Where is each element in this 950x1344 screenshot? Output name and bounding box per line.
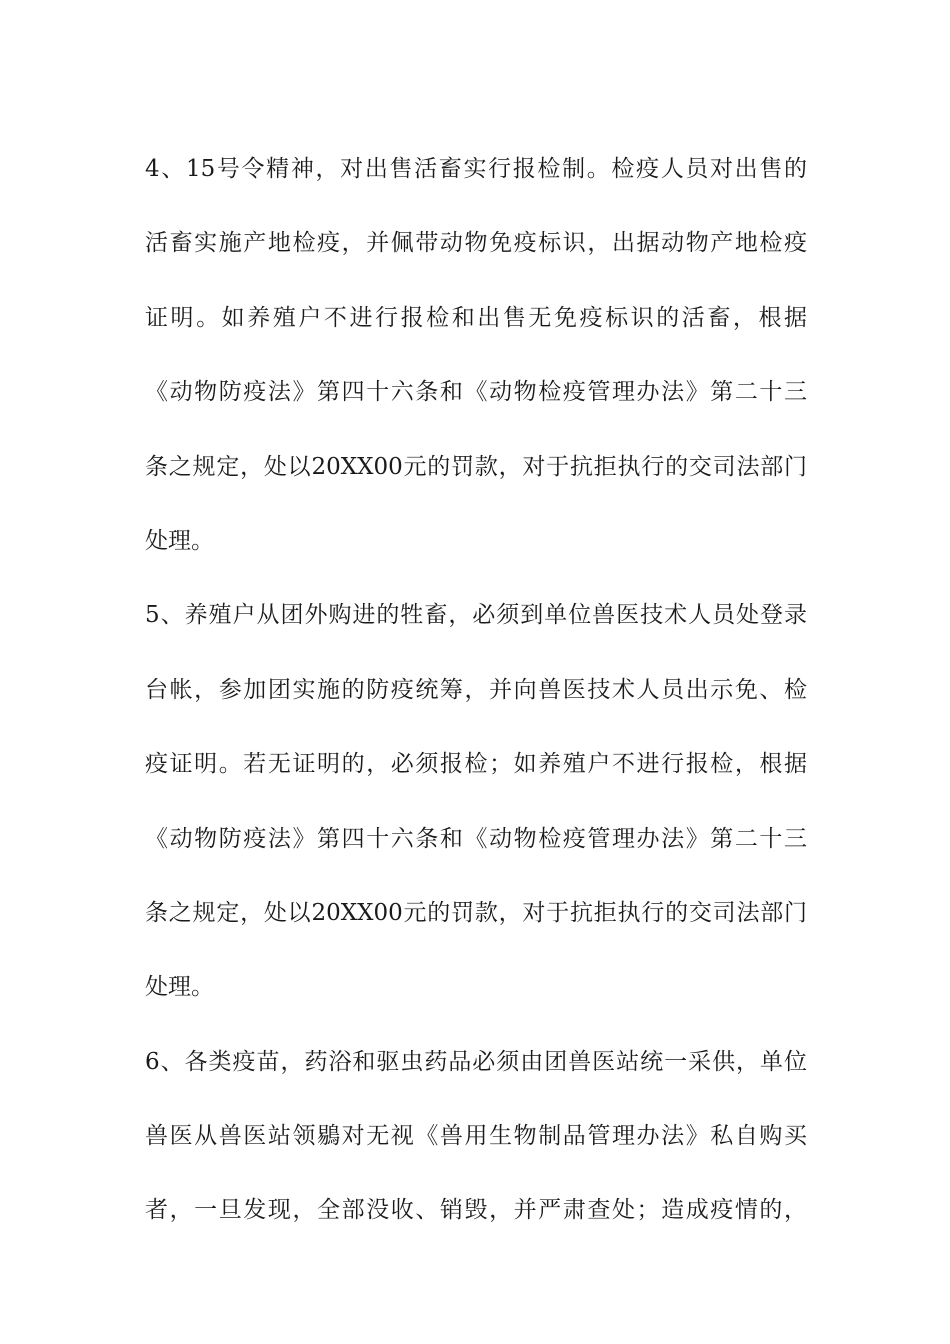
text-line: 活畜实施产地检疫，并佩带动物免疫标识，出据动物产地检疫 <box>145 230 807 257</box>
paragraph-5 <box>145 578 807 1024</box>
paragraph-6 <box>145 1025 807 1248</box>
text-line: 6、各类疫苗，药浴和驱虫药品必须由团兽医站统一采供，单位 <box>145 1048 807 1075</box>
text-line: 疫证明。若无证明的，必须报检；如养殖户不进行报检，根据 <box>145 751 807 778</box>
text-line: 处理。 <box>145 527 214 554</box>
text-line: 《动物防疫法》第四十六条和《动物检疫管理办法》第二十三 <box>145 825 807 852</box>
text-line: 兽医从兽医站领鶍对无视《兽用生物制品管理办法》私自购买 <box>145 1123 807 1150</box>
document-body <box>145 132 807 1248</box>
text-line: 者，一旦发现，全部没收、销毁，并严肃查处；造成疫情的， <box>145 1197 807 1224</box>
text-line: 条之规定，处以20XX00元的罚款，对于抗拒执行的交司法部门 <box>145 453 807 480</box>
text-line: 5、养殖户从团外购进的牲畜，必须到单位兽医技术人员处登录 <box>145 602 807 629</box>
paragraph-4 <box>145 132 807 578</box>
text-line: 4、15号令精神，对出售活畜实行报检制。检疫人员对出售的 <box>145 156 807 182</box>
text-line: 条之规定，处以20XX00元的罚款，对于抗拒执行的交司法部门 <box>145 899 807 926</box>
text-line: 台帐，参加团实施的防疫统筹，并向兽医技术人员出示免、检 <box>145 676 807 703</box>
text-line: 《动物防疫法》第四十六条和《动物检疫管理办法》第二十三 <box>145 379 807 406</box>
text-line: 处理。 <box>145 974 214 1001</box>
text-line: 证明。如养殖户不进行报检和出售无免疫标识的活畜，根据 <box>145 304 807 331</box>
